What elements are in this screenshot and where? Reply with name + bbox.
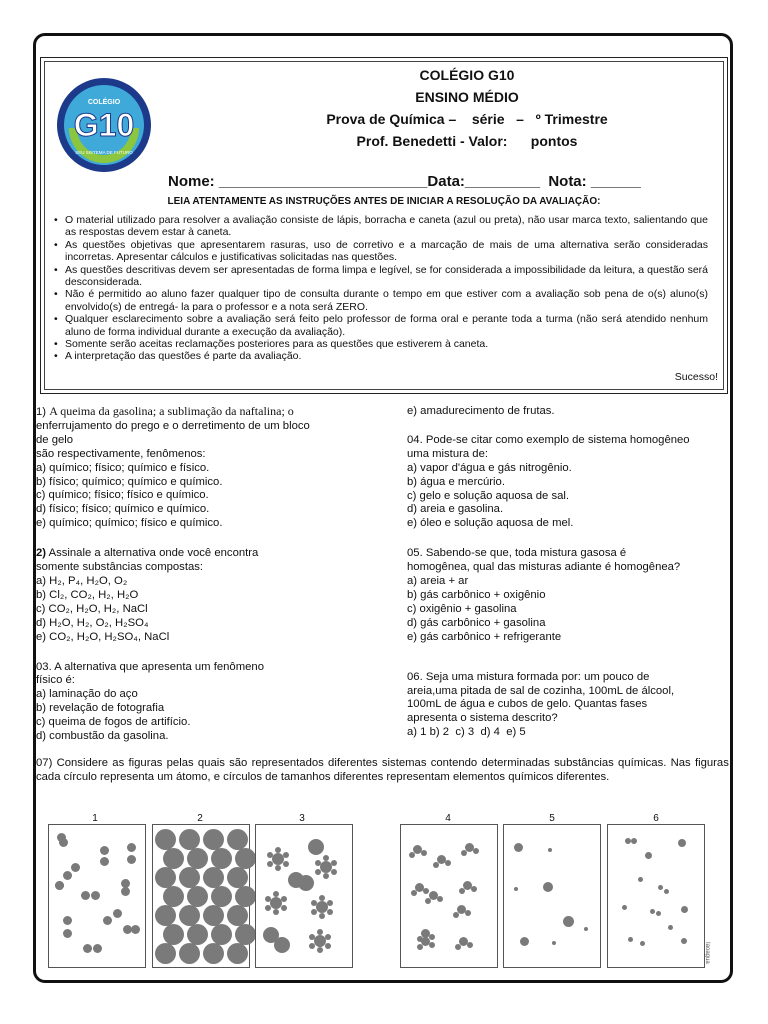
atom-circle bbox=[179, 829, 200, 850]
question-3-option: c) queima de fogos de artifício. bbox=[36, 716, 191, 729]
atom-circle bbox=[187, 924, 208, 945]
atom-circle bbox=[645, 852, 652, 859]
question-7-stem: 07) Considere as figuras pelas quais são representados diferentes sistemas contendo determinadas substâncias químicas. Nas figuras, cada círculo representa um átomo, e círculos de tamanhos diferentes representam elementos químicos diferentes. bbox=[36, 757, 732, 783]
question-3-option: b) revelação de fotografia bbox=[36, 702, 165, 715]
question-1-option: b) físico; químico; químico e químico. bbox=[36, 475, 223, 488]
atom-circle bbox=[311, 900, 317, 906]
question-2-option: e) CO₂, H₂O, H₂SO₄, NaCl bbox=[36, 630, 170, 643]
atom-circle bbox=[331, 860, 337, 866]
atom-circle bbox=[211, 848, 232, 869]
question-1-option: a) químico; físico; químico e físico. bbox=[36, 461, 210, 474]
school-logo bbox=[55, 76, 153, 174]
atom-circle bbox=[628, 937, 633, 942]
question-5-option: b) gás carbônico + oxigênio bbox=[407, 588, 546, 601]
atom-circle bbox=[465, 910, 471, 916]
atom-circle bbox=[631, 838, 637, 844]
figure-box-1 bbox=[48, 824, 146, 968]
atom-circle bbox=[235, 886, 256, 907]
atom-circle bbox=[552, 941, 556, 945]
atom-circle bbox=[155, 829, 176, 850]
logo-top-text: COLÉGIO bbox=[87, 99, 121, 106]
atom-circle bbox=[59, 838, 68, 847]
question-2-stem-line: somente substâncias compostas: bbox=[36, 561, 204, 574]
closing-text: Sucesso! bbox=[674, 371, 718, 383]
atom-circle bbox=[203, 829, 224, 850]
atom-circle bbox=[63, 929, 72, 938]
atom-circle bbox=[459, 888, 465, 894]
question-3-option: d) combustão da gasolina. bbox=[36, 730, 169, 743]
atom-circle bbox=[227, 867, 248, 888]
atom-circle bbox=[113, 909, 122, 918]
question-1-option: c) químico; físico; físico e químico. bbox=[36, 489, 209, 502]
atom-circle bbox=[203, 905, 224, 926]
atom-circle bbox=[121, 879, 130, 888]
atom-circle bbox=[650, 909, 655, 914]
atom-circle bbox=[429, 934, 435, 940]
atom-circle bbox=[319, 913, 325, 919]
logo-arc-text: SEU SISTEMA DE FUTURO bbox=[75, 150, 133, 155]
atom-circle bbox=[203, 867, 224, 888]
question-4-option: d) areia e gasolina. bbox=[407, 503, 504, 516]
atom-circle bbox=[179, 867, 200, 888]
school-level: ENSINO MÉDIO bbox=[415, 89, 519, 105]
question-1-number: 1) bbox=[36, 406, 47, 418]
atom-circle bbox=[298, 875, 314, 891]
atom-circle bbox=[203, 943, 224, 964]
question-2-number: 2) bbox=[36, 547, 47, 560]
atom-circle bbox=[409, 852, 415, 858]
instruction-item: • As questões descritivas devem ser apresentadas de forma limpa e legível, se for considerada a impossibilidade da leitura, a questão será desconsiderada. bbox=[53, 264, 708, 289]
figure-label-3: 3 bbox=[299, 813, 305, 824]
question-5-option: e) gás carbônico + refrigerante bbox=[407, 630, 562, 643]
figure-box-2 bbox=[152, 824, 250, 968]
figure-label-4: 4 bbox=[445, 813, 451, 824]
atom-circle bbox=[227, 905, 248, 926]
atom-circle bbox=[421, 850, 427, 856]
left-column bbox=[36, 405, 376, 744]
atom-circle bbox=[281, 905, 287, 911]
atom-circle bbox=[55, 881, 64, 890]
atom-circle bbox=[121, 887, 130, 896]
atom-circle bbox=[423, 888, 429, 894]
figure-box-3 bbox=[255, 824, 353, 968]
instruction-item: • O material utilizado para resolver a avaliação consiste de lápis, borracha e caneta (azul ou preta), não usar marca texto, salientando que as respostas devem estar à caneta. bbox=[53, 214, 708, 239]
atom-circle bbox=[227, 829, 248, 850]
atom-circle bbox=[265, 896, 271, 902]
question-4-stem-line: 04. Pode-se citar como exemplo de sistema homogêneo bbox=[407, 433, 690, 446]
atom-circle bbox=[100, 846, 109, 855]
question-2-option: b) Cl₂, CO₂, H₂, H₂O bbox=[36, 588, 139, 601]
atom-circle bbox=[91, 891, 100, 900]
atom-circle bbox=[163, 848, 184, 869]
question-1-stem-serif: A queima da gasolina; a sublimação da naftalina; o bbox=[49, 404, 294, 418]
figure-label-2: 2 bbox=[197, 813, 203, 824]
atom-circle bbox=[664, 889, 669, 894]
atom-circle bbox=[311, 909, 317, 915]
atom-circle bbox=[467, 942, 473, 948]
atom-circle bbox=[473, 848, 479, 854]
question-3-stem-line: 03. A alternativa que apresenta um fenômeno bbox=[36, 660, 264, 673]
question-1-stem-first bbox=[36, 405, 376, 420]
question-3-option: a) laminação do aço bbox=[36, 688, 138, 701]
atom-circle bbox=[323, 873, 329, 879]
atom-circle bbox=[638, 877, 643, 882]
atom-circle bbox=[187, 848, 208, 869]
atom-circle bbox=[309, 943, 315, 949]
atom-circle bbox=[411, 890, 417, 896]
logo-main-text: G10 bbox=[73, 107, 135, 143]
atom-circle bbox=[437, 896, 443, 902]
atom-circle bbox=[520, 937, 529, 946]
atom-circle bbox=[103, 916, 112, 925]
figure-label-5: 5 bbox=[549, 813, 555, 824]
atom-circle bbox=[211, 886, 232, 907]
figure-label-1: 1 bbox=[92, 813, 98, 824]
atom-circle bbox=[235, 924, 256, 945]
instructions-title: LEIA ATENTAMENTE AS INSTRUÇÕES ANTES DE INICIAR A RESOLUÇÃO DA AVALIAÇÃO: bbox=[167, 196, 601, 207]
atom-circle bbox=[640, 941, 645, 946]
atom-circle bbox=[235, 848, 256, 869]
question-5-option: a) areia + ar bbox=[407, 575, 469, 588]
question-4-option: a) vapor d'água e gás nitrogênio. bbox=[407, 461, 572, 474]
atom-circle bbox=[323, 855, 329, 861]
atom-circle bbox=[283, 852, 289, 858]
figure-side-note: Iaoagua bbox=[704, 942, 710, 964]
atom-circle bbox=[187, 886, 208, 907]
atom-circle bbox=[273, 909, 279, 915]
atom-circle bbox=[681, 938, 687, 944]
atom-circle bbox=[273, 891, 279, 897]
figure-box-6 bbox=[607, 824, 705, 968]
atom-circle bbox=[267, 852, 273, 858]
figure-box-4 bbox=[400, 824, 498, 968]
atom-circle bbox=[127, 855, 136, 864]
question-3-stem-line: físico é: bbox=[36, 674, 75, 687]
atom-circle bbox=[227, 943, 248, 964]
teacher-line: Prof. Benedetti - Valor: pontos bbox=[356, 133, 578, 149]
question-5-option: c) oxigênio + gasolina bbox=[407, 602, 517, 615]
figure-box-5 bbox=[503, 824, 601, 968]
atom-circle bbox=[445, 860, 451, 866]
question-1-option: e) químico; químico; físico e químico. bbox=[36, 517, 223, 530]
atom-circle bbox=[63, 871, 72, 880]
question-6-stem-line: 100mL de água e cubos de gelo. Quantas fases bbox=[407, 698, 648, 711]
atom-circle bbox=[179, 943, 200, 964]
atom-circle bbox=[668, 925, 673, 930]
atom-circle bbox=[63, 916, 72, 925]
question-1-stem-line: são respectivamente, fenômenos: bbox=[36, 447, 206, 460]
atom-circle bbox=[163, 886, 184, 907]
question-2-option: a) H₂, P₄, H₂O, O₂ bbox=[36, 574, 128, 587]
atom-circle bbox=[265, 905, 271, 911]
instruction-item: • As questões objetivas que apresentarem rasuras, uso de corretivo e a marcação de mais de uma alternativa serão consideradas incorretas. Apresentar cálculos e justificativas solicitadas nas questões. bbox=[53, 239, 708, 264]
right-column bbox=[407, 405, 732, 740]
instruction-item: • Somente serão aceitas reclamações posteriores para as questões que estiverem à caneta. bbox=[53, 338, 708, 350]
atom-circle bbox=[317, 947, 323, 953]
atom-circle bbox=[100, 857, 109, 866]
atom-circle bbox=[584, 927, 588, 931]
atom-circle bbox=[155, 867, 176, 888]
question-1-stem-line: de gelo bbox=[36, 433, 74, 446]
atom-circle bbox=[283, 861, 289, 867]
question-5-stem-line: homogênea, qual das misturas adiante é homogênea? bbox=[407, 561, 681, 574]
atom-circle bbox=[81, 891, 90, 900]
question-5-option: d) gás carbônico + gasolina bbox=[407, 616, 546, 629]
figure-label-6: 6 bbox=[653, 813, 659, 824]
atom-circle bbox=[514, 843, 523, 852]
atom-circle bbox=[325, 943, 331, 949]
atom-circle bbox=[275, 847, 281, 853]
question-6-stem-line: apresenta o sistema descrito? bbox=[407, 712, 558, 725]
atom-circle bbox=[163, 924, 184, 945]
instruction-item: • A interpretação das questões é parte da avaliação. bbox=[53, 350, 708, 362]
atom-circle bbox=[83, 944, 92, 953]
exam-title: Prova de Química – série – º Trimestre bbox=[326, 111, 608, 127]
atom-circle bbox=[274, 937, 290, 953]
question-5-stem-line: 05. Sabendo-se que, toda mistura gasosa é bbox=[407, 547, 627, 560]
instruction-item: • Qualquer esclarecimento sobre a avaliação será feito pelo professor de forma oral e perante toda a turma (não será atendido nenhum aluno de forma individual durante a execução da avaliação). bbox=[53, 313, 708, 338]
atom-circle bbox=[131, 925, 140, 934]
atom-circle bbox=[461, 850, 467, 856]
question-4-option: b) água e mercúrio. bbox=[407, 475, 505, 488]
question-2-option: d) H₂O, H₂, O₂, H₂SO₄ bbox=[36, 616, 149, 629]
student-info-line: Nome: _________________________Data:_________ Nota: ______ bbox=[168, 173, 641, 190]
instructions-list bbox=[53, 214, 708, 363]
atom-circle bbox=[317, 929, 323, 935]
atom-circle bbox=[425, 898, 431, 904]
atom-circle bbox=[127, 843, 136, 852]
atom-circle bbox=[429, 942, 435, 948]
atom-circle bbox=[71, 863, 80, 872]
atom-circle bbox=[681, 906, 688, 913]
question-1-carry-option: e) amadurecimento de frutas. bbox=[407, 405, 555, 417]
atom-circle bbox=[325, 934, 331, 940]
atom-circle bbox=[453, 912, 459, 918]
atom-circle bbox=[433, 862, 439, 868]
question-4-stem-line: uma mistura de: bbox=[407, 447, 488, 460]
question-2-stem bbox=[36, 547, 376, 561]
question-4-option: c) gelo e solução aquosa de sal. bbox=[407, 489, 570, 502]
atom-circle bbox=[656, 911, 661, 916]
question-2-stem-line: Assinale a alternativa onde você encontra bbox=[48, 547, 259, 560]
atom-circle bbox=[678, 839, 686, 847]
atom-circle bbox=[211, 924, 232, 945]
question-1-stem-line: enferrujamento do prego e o derretimento de um bloco bbox=[36, 419, 310, 432]
atom-circle bbox=[315, 860, 321, 866]
atom-circle bbox=[315, 869, 321, 875]
question-6-stem-line: 06. Seja uma mistura formada por: um pouco de bbox=[407, 670, 650, 683]
atom-circle bbox=[155, 943, 176, 964]
question-6-options: a) 1 b) 2 c) 3 d) 4 e) 5 bbox=[407, 726, 526, 739]
atom-circle bbox=[327, 909, 333, 915]
atom-circle bbox=[658, 885, 663, 890]
question-2-option: c) CO₂, H₂O, H₂, NaCl bbox=[36, 602, 148, 615]
atom-circle bbox=[319, 895, 325, 901]
atom-circle bbox=[309, 934, 315, 940]
atom-circle bbox=[179, 905, 200, 926]
question-1-option: d) físico; físico; químico e químico. bbox=[36, 503, 210, 516]
atom-circle bbox=[331, 869, 337, 875]
atom-circle bbox=[93, 944, 102, 953]
atom-circle bbox=[417, 944, 423, 950]
atom-circle bbox=[455, 944, 461, 950]
atom-circle bbox=[275, 865, 281, 871]
question-4-option: e) óleo e solução aquosa de mel. bbox=[407, 517, 574, 530]
question-6-stem-line: areia,uma pitada de sal de cozinha, 100mL de álcool, bbox=[407, 684, 675, 697]
school-name: COLÉGIO G10 bbox=[419, 67, 515, 83]
atom-circle bbox=[471, 886, 477, 892]
atom-circle bbox=[548, 848, 552, 852]
atom-circle bbox=[543, 882, 553, 892]
atom-circle bbox=[267, 861, 273, 867]
instruction-item: • Não é permitido ao aluno fazer qualquer tipo de consulta durante o tempo em que estiver com a avaliação sob pena de o(s) aluno(s) envolvido(s) de entregá- la para o professor e a nota será ZERO. bbox=[53, 288, 708, 313]
atom-circle bbox=[327, 900, 333, 906]
atom-circle bbox=[514, 887, 518, 891]
atom-circle bbox=[622, 905, 627, 910]
atom-circle bbox=[308, 839, 324, 855]
atom-circle bbox=[155, 905, 176, 926]
atom-circle bbox=[281, 896, 287, 902]
atom-circle bbox=[563, 916, 574, 927]
